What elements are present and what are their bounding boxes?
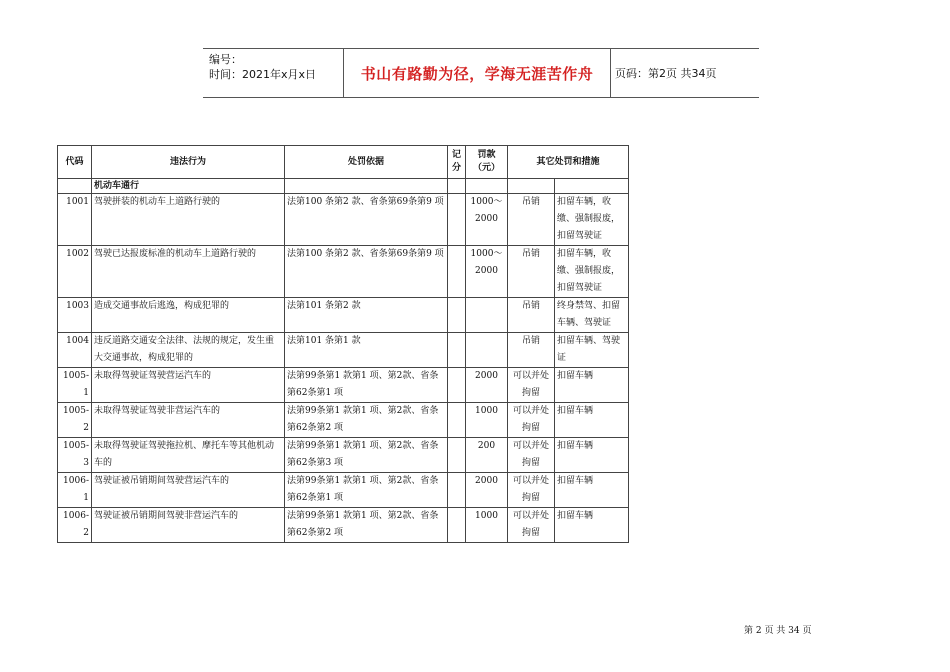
cell-points xyxy=(448,403,466,438)
column-header-code: 代码 xyxy=(58,146,92,179)
cell-fine xyxy=(466,333,508,368)
cell-act: 未取得驾驶证驾驶拖拉机、摩托车等其他机动车的 xyxy=(92,438,285,473)
table-row xyxy=(58,403,629,438)
header-motto: 书山有路勤为径，学海无涯苦作舟 xyxy=(343,49,611,97)
header-meta xyxy=(209,52,316,82)
cell-other: 扣留车辆 xyxy=(555,508,629,543)
section-title: 机动车通行 xyxy=(92,179,285,194)
page-header xyxy=(203,48,759,98)
cell-rev: 可以并处拘留 xyxy=(508,508,555,543)
cell-act: 未取得驾驶证驾驶营运汽车的 xyxy=(92,368,285,403)
cell-act: 驾驶证被吊销期间驾驶营运汽车的 xyxy=(92,473,285,508)
cell-code: 1002 xyxy=(58,246,92,298)
cell-act: 驾驶证被吊销期间驾驶非营运汽车的 xyxy=(92,508,285,543)
cell-points xyxy=(448,473,466,508)
cell-act: 驾驶拼装的机动车上道路行驶的 xyxy=(92,194,285,246)
column-header-other: 其它处罚和措施 xyxy=(508,146,629,179)
cell-fine: 1000～2000 xyxy=(466,246,508,298)
cell-points xyxy=(448,298,466,333)
cell-act: 违反道路交通安全法律、法规的规定，发生重大交通事故，构成犯罪的 xyxy=(92,333,285,368)
cell-act: 驾驶已达报废标准的机动车上道路行驶的 xyxy=(92,246,285,298)
cell-basis: 法第99条第1 款第1 项、第2款、省条第62条第1 项 xyxy=(285,368,448,403)
cell-other: 扣留车辆 xyxy=(555,403,629,438)
cell-other: 扣留车辆、驾驶证 xyxy=(555,333,629,368)
violation-table xyxy=(57,145,629,543)
cell-basis: 法第99条第1 款第1 项、第2款、省条第62条第2 项 xyxy=(285,403,448,438)
cell-other: 扣留车辆，收缴、强制报废，扣留驾驶证 xyxy=(555,246,629,298)
cell-code: 1001 xyxy=(58,194,92,246)
cell-code: 1006-2 xyxy=(58,508,92,543)
cell-act: 造成交通事故后逃逸，构成犯罪的 xyxy=(92,298,285,333)
cell-basis: 法第99条第1 款第1 项、第2款、省条第62条第1 项 xyxy=(285,473,448,508)
column-header-fine: 罚款（元） xyxy=(466,146,508,179)
cell-rev: 可以并处拘留 xyxy=(508,473,555,508)
cell-rev: 可以并处拘留 xyxy=(508,403,555,438)
cell-points xyxy=(448,333,466,368)
cell-basis: 法第100 条第2 款、省条第69条第9 项 xyxy=(285,194,448,246)
cell-basis: 法第101 条第2 款 xyxy=(285,298,448,333)
cell-points xyxy=(448,194,466,246)
section-row xyxy=(58,179,629,194)
cell-fine: 1000 xyxy=(466,508,508,543)
cell-other: 扣留车辆 xyxy=(555,438,629,473)
page-footer: 第 2 页 共 34 页 xyxy=(744,626,812,636)
cell-basis: 法第101 条第1 款 xyxy=(285,333,448,368)
cell-code: 1005-2 xyxy=(58,403,92,438)
cell-code: 1006-1 xyxy=(58,473,92,508)
cell-code: 1003 xyxy=(58,298,92,333)
cell-rev: 吊销 xyxy=(508,194,555,246)
table-header-row xyxy=(58,146,629,179)
cell-other: 扣留车辆 xyxy=(555,368,629,403)
column-header-basis: 处罚依据 xyxy=(285,146,448,179)
cell-basis: 法第99条第1 款第1 项、第2款、省条第62条第2 项 xyxy=(285,508,448,543)
cell-basis: 法第100 条第2 款、省条第69条第9 项 xyxy=(285,246,448,298)
cell-points xyxy=(448,508,466,543)
cell-fine: 200 xyxy=(466,438,508,473)
cell-points xyxy=(448,368,466,403)
cell-code: 1004 xyxy=(58,333,92,368)
cell-other: 扣留车辆 xyxy=(555,473,629,508)
table-row xyxy=(58,298,629,333)
cell-fine: 1000～2000 xyxy=(466,194,508,246)
cell-rev: 可以并处拘留 xyxy=(508,368,555,403)
cell-other: 终身禁驾、扣留车辆、驾驶证 xyxy=(555,298,629,333)
table-row xyxy=(58,368,629,403)
cell-code: 1005-3 xyxy=(58,438,92,473)
cell-fine: 2000 xyxy=(466,368,508,403)
cell-rev: 吊销 xyxy=(508,298,555,333)
cell-act: 未取得驾驶证驾驶非营运汽车的 xyxy=(92,403,285,438)
column-header-act: 违法行为 xyxy=(92,146,285,179)
table-row xyxy=(58,473,629,508)
cell-points xyxy=(448,246,466,298)
table-row xyxy=(58,333,629,368)
column-header-points: 记分 xyxy=(448,146,466,179)
cell-fine: 1000 xyxy=(466,403,508,438)
cell-fine xyxy=(466,298,508,333)
table-row xyxy=(58,508,629,543)
header-page-info: 页码：第2页 共34页 xyxy=(615,67,717,80)
cell-rev: 吊销 xyxy=(508,246,555,298)
cell-other: 扣留车辆，收缴、强制报废，扣留驾驶证 xyxy=(555,194,629,246)
date-label: 时间：2021年x月x日 xyxy=(209,68,317,81)
cell-basis: 法第99条第1 款第1 项、第2款、省条第62条第3 项 xyxy=(285,438,448,473)
table-row xyxy=(58,246,629,298)
cell-fine: 2000 xyxy=(466,473,508,508)
cell-rev: 可以并处拘留 xyxy=(508,438,555,473)
cell-points xyxy=(448,438,466,473)
cell-code: 1005-1 xyxy=(58,368,92,403)
table-row xyxy=(58,438,629,473)
serial-label: 编号： xyxy=(209,53,242,66)
cell-rev: 吊销 xyxy=(508,333,555,368)
table-row xyxy=(58,194,629,246)
